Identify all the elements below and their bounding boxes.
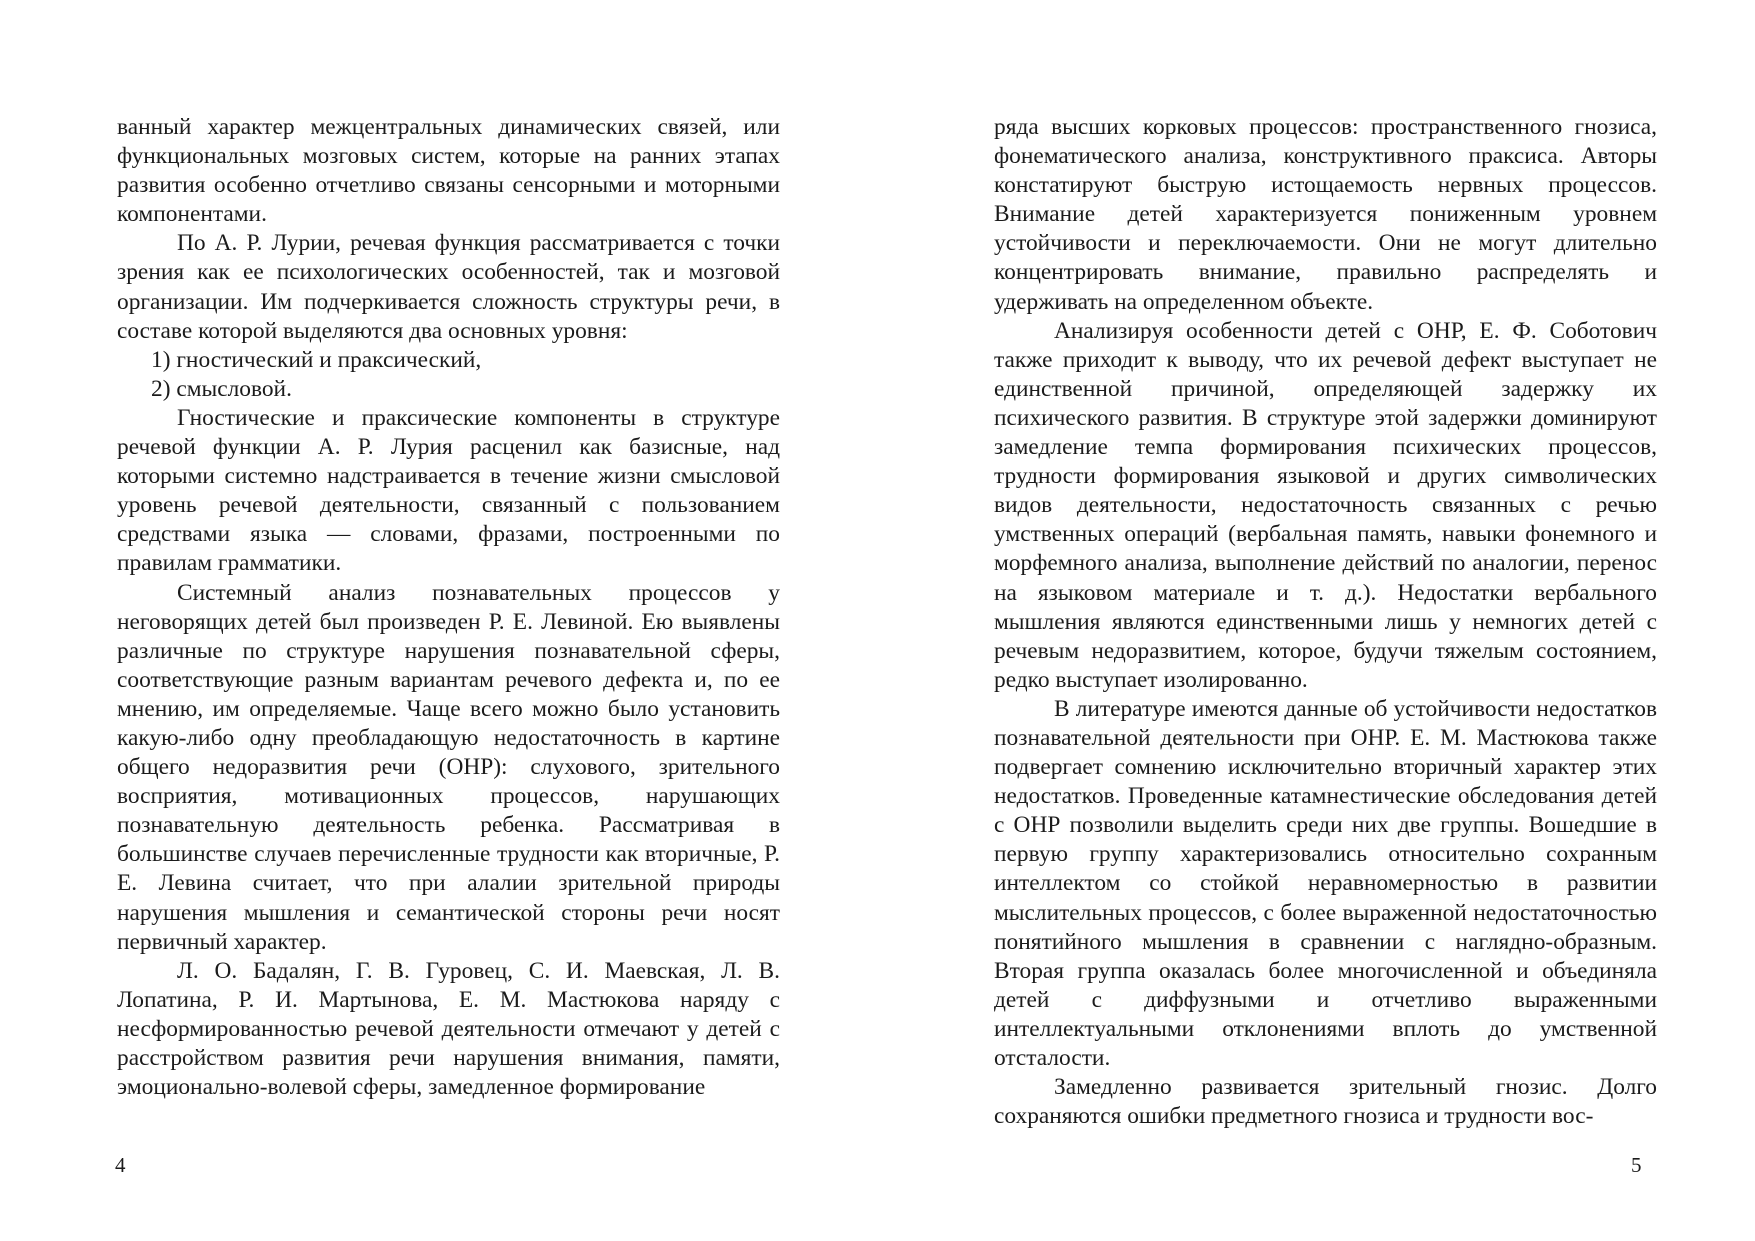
paragraph: Замедленно развивается зрительный гнозис. Долго сохраняются ошибки предметного гнозиса и трудности вос-	[994, 1074, 1657, 1130]
left-page	[117, 113, 780, 1102]
paragraph: ванный характер межцентральных динамических связей, или функциональных мозговых систем, которые на ранних этапах развития особенно отчетливо связаны сенсорными и моторными компонентами.	[117, 114, 780, 228]
paragraph: Анализируя особенности детей с ОНР, Е. Ф. Соботович также приходит к выводу, что их речевой дефект выступает не единственной причиной, определяющей задержку их психического развития. В структуре этой задержки доминируют замедление темпа формирования психических процессов, трудности формирования языковой и других символических видов деятельности, недостаточность связанных с речью умственных операций (вербальная память, навыки фонемного и морфемного анализа, выполнение действий по аналогии, перенос на языковом материале и т. д.). Недостатки вербального мышления являются единственными лишь у немногих детей с речевым недоразвитием, которое, будучи тяжелым состоянием, редко выступает изолированно.	[994, 317, 1657, 693]
right-page-text	[994, 113, 1657, 1131]
paragraph: Л. О. Бадалян, Г. В. Гуровец, С. И. Маевская, Л. В. Лопатина, Р. И. Мартынова, Е. М. Мастюкова наряду с несформированностью речевой деятельности отмечают у детей с расстройством развития речи нарушения внимания, памяти, эмоционально-волевой сферы, замедленное формирование	[117, 957, 780, 1101]
paragraph: ряда высших корковых процессов: пространственного гнозиса, фонематического анализа, конструктивного праксиса. Авторы констатируют быструю истощаемость нервных процессов. Внимание детей характеризуется пониженным уровнем устойчивости и переключаемости. Они не могут длительно концентрировать внимание, правильно распределять и удерживать на определенном объекте.	[994, 114, 1657, 315]
left-page-text	[117, 113, 780, 1102]
paragraph: Системный анализ познавательных процессов у неговорящих детей был произведен Р. Е. Левиной. Ею выявлены различные по структуре нарушения познавательной сферы, соответствующие разным вариантам речевого дефекта и, по ее мнению, им определяемые. Чаще всего можно было установить какую-либо одну преобладающую недостаточность в картине общего недоразвития речи (ОНР): слухового, зрительного восприятия, мотивационных процессов, нарушающих познавательную деятельность ребенка. Рассматривая в большинстве случаев перечисленные трудности как вторичные, Р. Е. Левина считает, что при алалии зрительной природы нарушения мышления и семантической стороны речи носят первичный характер.	[117, 579, 780, 955]
page-number-left: 4	[115, 1153, 126, 1177]
right-page	[994, 113, 1657, 1131]
page-number-right: 5	[1631, 1153, 1642, 1177]
list-item: 1) гностический и праксический,	[151, 346, 482, 373]
list-item: 2) смысловой.	[151, 375, 292, 402]
paragraph: По А. Р. Лурии, речевая функция рассматривается с точки зрения как ее психологических особенностей, так и мозговой организации. Им подчеркивается сложность структуры речи, в составе которой выделяются два основных уровня:	[117, 230, 780, 344]
paragraph: В литературе имеются данные об устойчивости недостатков познавательной деятельности при ОНР. Е. М. Мастюкова также подвергает сомнению исключительно вторичный характер этих недостатков. Проведенные катамнестические обследования детей с ОНР позволили выделить среди них две группы. Вошедшие в первую группу характеризовались относительно сохранным интеллектом со стойкой неравномерностью в развитии мыслительных процессов, с более выраженной недостаточностью понятийного мышления в сравнении с наглядно-образным. Вторая группа оказалась более многочисленной и объединяла детей с диффузными и отчетливо выраженными интеллектуальными отклонениями вплоть до умственной отсталости.	[994, 695, 1657, 1071]
paragraph: Гностические и праксические компоненты в структуре речевой функции А. Р. Лурия расценил как базисные, над которыми системно надстраивается в течение жизни смысловой уровень речевой деятельности, связанный с пользованием средствами языка — словами, фразами, построенными по правилам грамматики.	[117, 404, 780, 577]
